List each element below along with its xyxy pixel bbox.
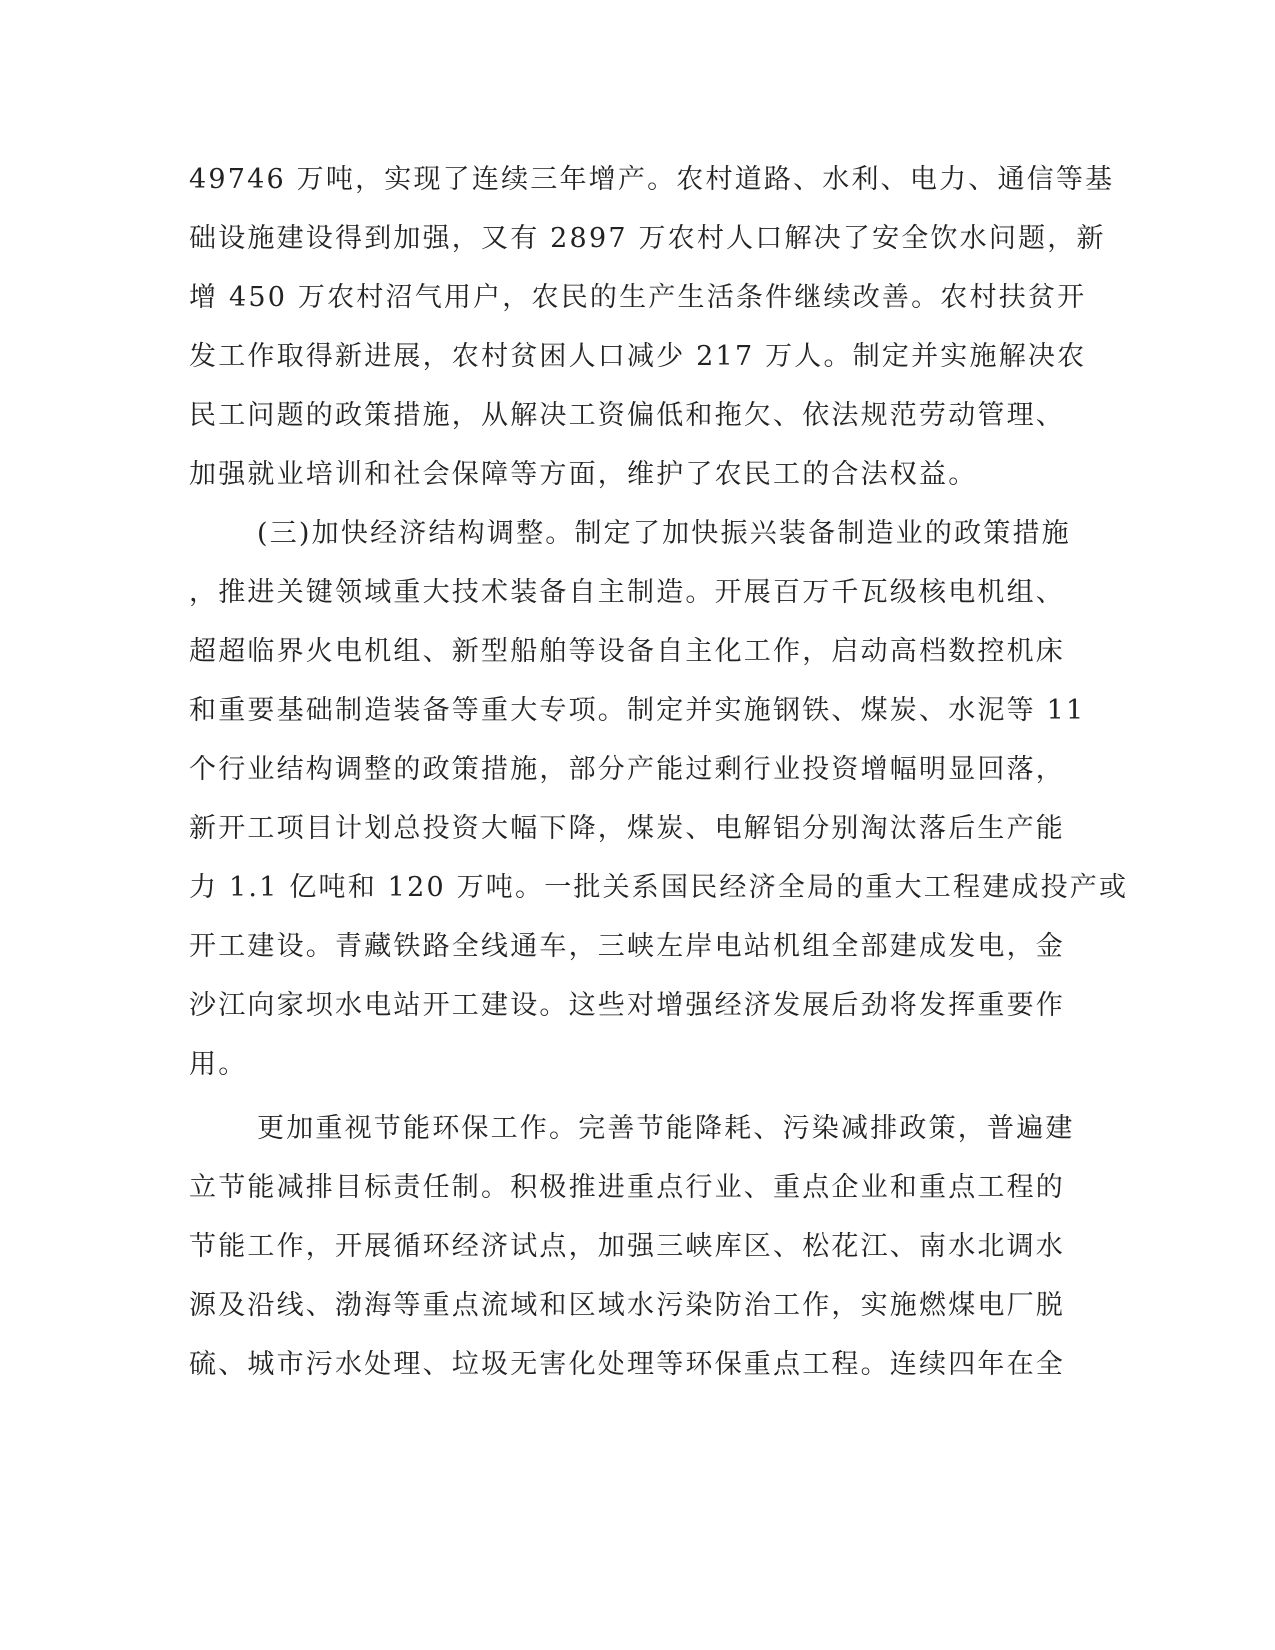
- text-line: ，推进关键领域重大技术装备自主制造。开展百万千瓦级核电机组、: [189, 577, 1065, 608]
- text-line: 和重要基础制造装备等重大专项。制定并实施钢铁、煤炭、水泥等 11: [189, 695, 1086, 726]
- text-line: 沙江向家坝水电站开工建设。这些对增强经济发展后劲将发挥重要作: [189, 990, 1065, 1021]
- text-line: 用。: [189, 1049, 248, 1080]
- text-line: 民工问题的政策措施，从解决工资偏低和拖欠、依法规范劳动管理、: [189, 400, 1065, 431]
- text-line: 49746 万吨，实现了连续三年增产。农村道路、水利、电力、通信等基: [189, 164, 1115, 195]
- text-line: 础设施建设得到加强，又有 2897 万农村人口解决了安全饮水问题，新: [189, 223, 1106, 254]
- text-line: 个行业结构调整的政策措施，部分产能过剩行业投资增幅明显回落，: [189, 754, 1065, 785]
- text-line: 加强就业培训和社会保障等方面，维护了农民工的合法权益。: [189, 459, 978, 490]
- text-line: 开工建设。青藏铁路全线通车，三峡左岸电站机组全部建成发电，金: [189, 931, 1065, 962]
- text-line: 节能工作，开展循环经济试点，加强三峡库区、松花江、南水北调水: [189, 1231, 1065, 1262]
- text-line: 力 1.1 亿吨和 120 万吨。一批关系国民经济全局的重大工程建成投产或: [189, 872, 1129, 903]
- paragraph-first-line: (三)加快经济结构调整。制定了加快振兴装备制造业的政策措施: [257, 518, 1071, 549]
- text-line: 发工作取得新进展，农村贫困人口减少 217 万人。制定并实施解决农: [189, 341, 1087, 372]
- text-line: 新开工项目计划总投资大幅下降，煤炭、电解铝分别淘汰落后生产能: [189, 813, 1065, 844]
- text-line: 源及沿线、渤海等重点流域和区域水污染防治工作，实施燃煤电厂脱: [189, 1290, 1065, 1321]
- text-line: 超超临界火电机组、新型船舶等设备自主化工作，启动高档数控机床: [189, 636, 1065, 667]
- text-line: 硫、城市污水处理、垃圾无害化处理等环保重点工程。连续四年在全: [189, 1349, 1065, 1380]
- text-line: 增 450 万农村沼气用户，农民的生产生活条件继续改善。农村扶贫开: [189, 282, 1087, 313]
- text-line: 立节能减排目标责任制。积极推进重点行业、重点企业和重点工程的: [189, 1172, 1065, 1203]
- paragraph-first-line: 更加重视节能环保工作。完善节能降耗、污染减排政策，普遍建: [257, 1113, 1075, 1144]
